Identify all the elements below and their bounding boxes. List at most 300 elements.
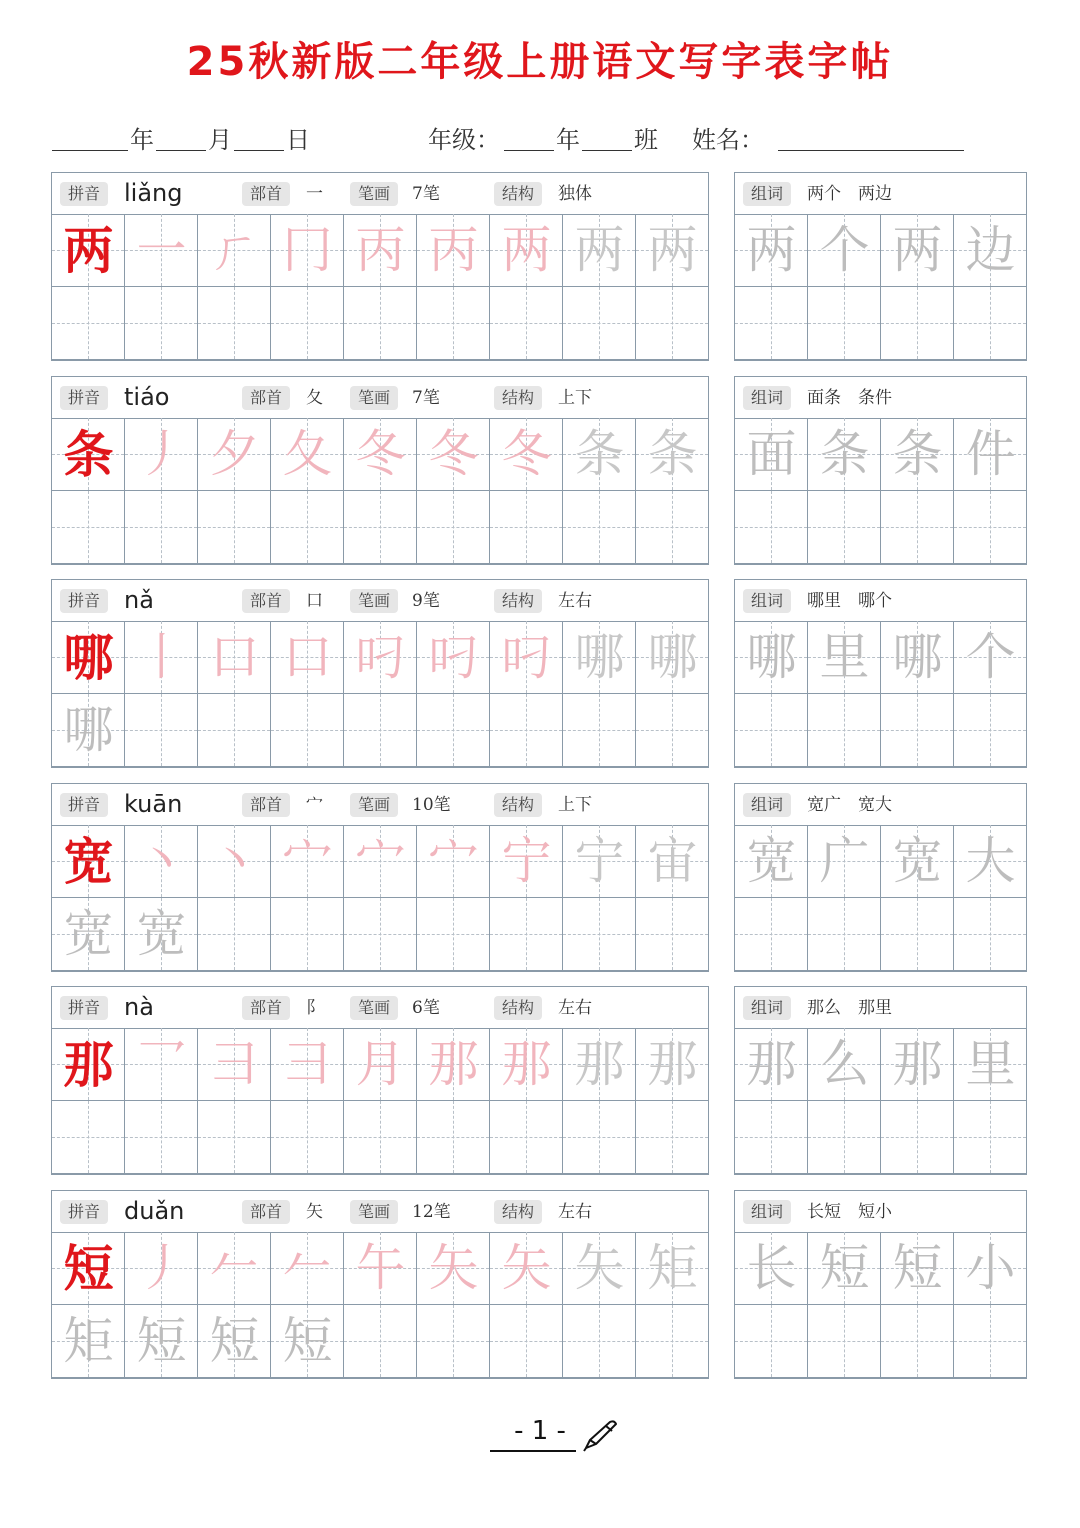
stroke-step: 宀 [355, 832, 406, 890]
writing-cell[interactable] [563, 1305, 636, 1378]
writing-cell[interactable] [344, 825, 417, 898]
writing-cell[interactable] [954, 491, 1027, 564]
character-header [52, 1191, 708, 1233]
writing-cell[interactable] [735, 621, 808, 694]
writing-cell[interactable] [881, 214, 954, 287]
writing-cell[interactable] [417, 825, 490, 898]
writing-cell[interactable] [881, 898, 954, 971]
words-value: 面条 条件 [807, 388, 892, 408]
writing-cell[interactable] [808, 491, 881, 564]
writing-cell[interactable] [735, 287, 808, 360]
radical-label: 部首 [242, 386, 290, 410]
writing-cell[interactable] [490, 1101, 563, 1174]
writing-cell[interactable] [125, 1232, 198, 1305]
writing-cell[interactable] [954, 214, 1027, 287]
writing-cell[interactable] [52, 898, 125, 971]
writing-cell[interactable] [563, 1028, 636, 1101]
writing-cell[interactable] [271, 825, 344, 898]
word-character: 个 [965, 628, 1016, 686]
writing-cell[interactable] [636, 898, 709, 971]
writing-cell[interactable] [954, 694, 1027, 767]
writing-cell[interactable] [636, 694, 709, 767]
writing-cell[interactable] [198, 491, 271, 564]
writing-cell[interactable] [563, 621, 636, 694]
writing-cell[interactable] [198, 1028, 271, 1101]
strokes-value: 9笔 [412, 591, 440, 611]
writing-cell[interactable] [52, 287, 125, 360]
stroke-step: 口 [282, 628, 333, 686]
pinyin-label: 拼音 [60, 182, 108, 206]
stroke-step: 丿 [136, 425, 187, 483]
writing-cell[interactable] [808, 287, 881, 360]
writing-cell[interactable] [881, 1101, 954, 1174]
word-character: 短 [819, 1239, 870, 1297]
writing-cell[interactable] [344, 491, 417, 564]
character-header [52, 580, 708, 622]
writing-cell[interactable] [808, 1028, 881, 1101]
stroke-step: 月 [355, 1035, 406, 1093]
pinyin-label: 拼音 [60, 793, 108, 817]
stroke-step: 宀 [282, 832, 333, 890]
grade-blank[interactable] [504, 120, 554, 151]
trace-character: 短 [136, 1312, 187, 1370]
writing-cell[interactable] [271, 694, 344, 767]
stroke-step: 矢 [574, 1239, 625, 1297]
info-line [52, 120, 1042, 160]
writing-cell[interactable] [636, 1305, 709, 1378]
writing-cell[interactable] [563, 418, 636, 491]
writing-cell[interactable] [881, 621, 954, 694]
pinyin-label: 拼音 [60, 996, 108, 1020]
writing-cell[interactable] [808, 825, 881, 898]
writing-cell[interactable] [490, 1028, 563, 1101]
writing-cell[interactable] [417, 214, 490, 287]
writing-cell[interactable] [490, 287, 563, 360]
writing-cell[interactable] [490, 825, 563, 898]
pinyin-value: duǎn [124, 1197, 185, 1225]
word-character: 哪 [746, 628, 797, 686]
writing-cell[interactable] [808, 694, 881, 767]
structure-value: 左右 [558, 1202, 592, 1222]
stroke-step: 夂 [282, 425, 333, 483]
writing-cell[interactable] [563, 694, 636, 767]
writing-cell[interactable] [808, 898, 881, 971]
structure-label: 结构 [494, 386, 542, 410]
writing-cell[interactable] [636, 1232, 709, 1305]
writing-cell[interactable] [735, 1232, 808, 1305]
writing-cell[interactable] [636, 287, 709, 360]
writing-cell[interactable] [490, 491, 563, 564]
writing-cell[interactable] [125, 1028, 198, 1101]
class-blank[interactable] [582, 120, 632, 151]
writing-cell[interactable] [881, 418, 954, 491]
writing-cell[interactable] [125, 491, 198, 564]
writing-cell[interactable] [881, 1028, 954, 1101]
writing-cell[interactable] [735, 214, 808, 287]
writing-cell[interactable] [808, 621, 881, 694]
stroke-step: 哪 [574, 628, 625, 686]
writing-cell[interactable] [954, 1232, 1027, 1305]
word-header [735, 173, 1026, 215]
writing-cell[interactable] [563, 287, 636, 360]
strokes-label: 笔画 [350, 996, 398, 1020]
word-character: 宽 [892, 832, 943, 890]
writing-cell[interactable] [198, 418, 271, 491]
strokes-label: 笔画 [350, 386, 398, 410]
main-character: 两 [63, 221, 114, 280]
writing-cell[interactable] [271, 491, 344, 564]
stroke-step: 冬 [501, 425, 552, 483]
writing-cell[interactable] [271, 1028, 344, 1101]
writing-cell[interactable] [563, 825, 636, 898]
writing-cell[interactable] [636, 1101, 709, 1174]
structure-value: 上下 [558, 388, 592, 408]
writing-cell[interactable] [735, 825, 808, 898]
stroke-step: 宁 [574, 832, 625, 890]
word-card [734, 986, 1027, 1175]
structure-label: 结构 [494, 589, 542, 613]
word-character: 短 [892, 1239, 943, 1297]
stroke-step: 口 [209, 628, 260, 686]
month-blank[interactable] [156, 120, 206, 151]
writing-cell[interactable] [735, 694, 808, 767]
writing-cell[interactable] [344, 1028, 417, 1101]
writing-cell[interactable] [198, 621, 271, 694]
word-character: 条 [892, 425, 943, 483]
structure-label: 结构 [494, 793, 542, 817]
words-value: 两个 两边 [807, 184, 892, 204]
page-number: - 1 - [514, 1416, 566, 1446]
writing-cell[interactable] [735, 1028, 808, 1101]
pinyin-label: 拼音 [60, 589, 108, 613]
stroke-step: 丙 [428, 221, 479, 279]
writing-cell[interactable] [417, 418, 490, 491]
grade-year-label: 年 [556, 126, 580, 154]
writing-cell[interactable] [808, 1232, 881, 1305]
writing-cell[interactable] [881, 287, 954, 360]
stroke-step: 矩 [647, 1239, 698, 1297]
word-character: 宽 [746, 832, 797, 890]
writing-cell[interactable] [636, 825, 709, 898]
writing-cell[interactable] [881, 694, 954, 767]
character-header [52, 784, 708, 826]
writing-cell[interactable] [417, 1232, 490, 1305]
stroke-step: 宀 [428, 832, 479, 890]
day-blank[interactable] [234, 120, 284, 151]
strokes-value: 10笔 [412, 795, 451, 815]
stroke-step: 宙 [647, 832, 698, 890]
writing-cell[interactable] [125, 1101, 198, 1174]
writing-cell[interactable] [808, 1305, 881, 1378]
writing-cell[interactable] [271, 1101, 344, 1174]
structure-value: 上下 [558, 795, 592, 815]
writing-cell[interactable] [198, 214, 271, 287]
writing-cell[interactable] [735, 898, 808, 971]
word-character: 大 [965, 832, 1016, 890]
radical-value: 阝 [306, 998, 323, 1018]
writing-cell[interactable] [881, 1305, 954, 1378]
stroke-step: 丶 [136, 832, 187, 890]
name-label: 姓名： [692, 126, 764, 154]
writing-cell[interactable] [198, 1101, 271, 1174]
main-character: 条 [63, 425, 114, 484]
words-label: 组词 [743, 996, 791, 1020]
writing-cell[interactable] [198, 1305, 271, 1378]
pinyin-label: 拼音 [60, 1200, 108, 1224]
word-character: 两 [892, 221, 943, 279]
writing-cell[interactable] [881, 491, 954, 564]
writing-cell[interactable] [954, 1101, 1027, 1174]
stroke-step: 午 [355, 1239, 406, 1297]
writing-cell[interactable] [735, 491, 808, 564]
stroke-step: 叼 [355, 628, 406, 686]
strokes-label: 笔画 [350, 182, 398, 206]
word-character: 那 [746, 1035, 797, 1093]
stroke-step: 𠂉 [282, 1239, 333, 1297]
structure-label: 结构 [494, 182, 542, 206]
writing-cell[interactable] [954, 1305, 1027, 1378]
radical-value: 夂 [306, 388, 323, 408]
writing-cell[interactable] [271, 418, 344, 491]
writing-cell[interactable] [198, 825, 271, 898]
writing-cell[interactable] [344, 214, 417, 287]
stroke-step: 那 [647, 1035, 698, 1093]
pinyin-label: 拼音 [60, 386, 108, 410]
writing-cell[interactable] [490, 694, 563, 767]
stroke-step: 两 [501, 221, 552, 279]
writing-cell[interactable] [417, 1305, 490, 1378]
character-card [51, 172, 709, 361]
structure-value: 左右 [558, 591, 592, 611]
writing-cell[interactable] [490, 1305, 563, 1378]
writing-cell[interactable] [417, 287, 490, 360]
writing-cell[interactable] [417, 1101, 490, 1174]
writing-cell[interactable] [198, 694, 271, 767]
structure-value: 左右 [558, 998, 592, 1018]
writing-cell[interactable] [125, 1305, 198, 1378]
writing-cell[interactable] [198, 287, 271, 360]
stroke-step: 彐 [282, 1035, 333, 1093]
class-label: 班 [634, 126, 658, 154]
writing-cell[interactable] [563, 491, 636, 564]
writing-cell[interactable] [954, 898, 1027, 971]
trace-character: 哪 [63, 701, 114, 759]
writing-cell[interactable] [125, 214, 198, 287]
main-character: 短 [63, 1239, 114, 1298]
radical-value: 矢 [306, 1202, 323, 1222]
writing-cell[interactable] [125, 621, 198, 694]
stroke-step: 两 [647, 221, 698, 279]
words-value: 那么 那里 [807, 998, 892, 1018]
word-card [734, 172, 1027, 361]
writing-cell[interactable] [490, 418, 563, 491]
writing-cell[interactable] [417, 694, 490, 767]
words-label: 组词 [743, 386, 791, 410]
writing-cell[interactable] [271, 621, 344, 694]
name-blank[interactable] [778, 120, 964, 151]
words-value: 宽广 宽大 [807, 795, 892, 815]
strokes-label: 笔画 [350, 1200, 398, 1224]
radical-value: 一 [306, 184, 323, 204]
writing-cell[interactable] [52, 214, 125, 287]
pinyin-value: tiáo [124, 383, 170, 411]
writing-cell[interactable] [417, 621, 490, 694]
strokes-value: 6笔 [412, 998, 440, 1018]
writing-cell[interactable] [490, 214, 563, 287]
page-number-underline [490, 1450, 576, 1452]
radical-label: 部首 [242, 182, 290, 206]
word-header [735, 377, 1026, 419]
writing-cell[interactable] [636, 621, 709, 694]
radical-label: 部首 [242, 793, 290, 817]
character-card [51, 376, 709, 565]
writing-cell[interactable] [125, 418, 198, 491]
writing-cell[interactable] [563, 898, 636, 971]
words-label: 组词 [743, 1200, 791, 1224]
writing-cell[interactable] [344, 418, 417, 491]
character-card [51, 783, 709, 972]
stroke-step: 条 [647, 425, 698, 483]
writing-cell[interactable] [198, 1232, 271, 1305]
writing-cell[interactable] [344, 287, 417, 360]
word-header [735, 784, 1026, 826]
writing-cell[interactable] [344, 1305, 417, 1378]
writing-cell[interactable] [954, 287, 1027, 360]
word-character: 件 [965, 425, 1016, 483]
writing-cell[interactable] [344, 1232, 417, 1305]
words-label: 组词 [743, 793, 791, 817]
word-character: 里 [965, 1035, 1016, 1093]
pinyin-value: nà [124, 993, 154, 1021]
word-character: 哪 [892, 628, 943, 686]
year-blank[interactable] [52, 120, 128, 151]
writing-cell[interactable] [563, 214, 636, 287]
stroke-step: 冬 [428, 425, 479, 483]
writing-cell[interactable] [125, 825, 198, 898]
character-card [51, 986, 709, 1175]
radical-label: 部首 [242, 996, 290, 1020]
word-character: 里 [819, 628, 870, 686]
writing-cell[interactable] [344, 1101, 417, 1174]
word-header [735, 580, 1026, 622]
writing-cell[interactable] [417, 491, 490, 564]
words-label: 组词 [743, 182, 791, 206]
word-character: 面 [746, 425, 797, 483]
writing-cell[interactable] [344, 621, 417, 694]
writing-cell[interactable] [417, 1028, 490, 1101]
writing-cell[interactable] [52, 1101, 125, 1174]
writing-cell[interactable] [636, 1028, 709, 1101]
writing-cell[interactable] [881, 1232, 954, 1305]
month-label: 月 [208, 126, 232, 154]
stroke-step: 彐 [209, 1035, 260, 1093]
writing-cell[interactable] [490, 621, 563, 694]
stroke-step: 矢 [428, 1239, 479, 1297]
writing-cell[interactable] [271, 898, 344, 971]
writing-cell[interactable] [52, 825, 125, 898]
writing-cell[interactable] [563, 1232, 636, 1305]
stroke-step: 那 [501, 1035, 552, 1093]
writing-cell[interactable] [636, 214, 709, 287]
trace-character: 宽 [63, 905, 114, 963]
word-card [734, 579, 1027, 768]
writing-cell[interactable] [271, 287, 344, 360]
writing-cell[interactable] [735, 1101, 808, 1174]
character-header [52, 987, 708, 1029]
radical-value: 宀 [306, 795, 323, 815]
pen-icon [580, 1418, 620, 1452]
writing-cell[interactable] [490, 898, 563, 971]
writing-cell[interactable] [735, 418, 808, 491]
word-card [734, 376, 1027, 565]
writing-cell[interactable] [198, 898, 271, 971]
writing-cell[interactable] [636, 491, 709, 564]
writing-cell[interactable] [954, 825, 1027, 898]
trace-character: 矩 [63, 1312, 114, 1370]
word-character: 两 [746, 221, 797, 279]
words-label: 组词 [743, 589, 791, 613]
writing-cell[interactable] [808, 214, 881, 287]
word-character: 那 [892, 1035, 943, 1093]
writing-cell[interactable] [808, 418, 881, 491]
writing-cell[interactable] [52, 418, 125, 491]
writing-cell[interactable] [954, 418, 1027, 491]
writing-cell[interactable] [735, 1305, 808, 1378]
writing-cell[interactable] [344, 694, 417, 767]
grade-label: 年级： [428, 126, 500, 154]
stroke-step: 冂 [282, 221, 333, 279]
writing-cell[interactable] [52, 491, 125, 564]
writing-cell[interactable] [881, 825, 954, 898]
writing-cell[interactable] [808, 1101, 881, 1174]
day-label: 日 [286, 126, 310, 154]
writing-cell[interactable] [417, 898, 490, 971]
radical-label: 部首 [242, 589, 290, 613]
writing-cell[interactable] [271, 1305, 344, 1378]
writing-cell[interactable] [52, 694, 125, 767]
pinyin-value: nǎ [124, 586, 154, 614]
character-card [51, 1190, 709, 1379]
word-character: 边 [965, 221, 1016, 279]
writing-cell[interactable] [125, 694, 198, 767]
word-character: 长 [746, 1239, 797, 1297]
writing-cell[interactable] [636, 418, 709, 491]
writing-cell[interactable] [344, 898, 417, 971]
writing-cell[interactable] [52, 1305, 125, 1378]
strokes-value: 7笔 [412, 184, 440, 204]
writing-cell[interactable] [52, 621, 125, 694]
stroke-step: 矢 [501, 1239, 552, 1297]
writing-cell[interactable] [52, 1232, 125, 1305]
writing-cell[interactable] [954, 621, 1027, 694]
stroke-step: 丨 [136, 628, 187, 686]
writing-cell[interactable] [271, 1232, 344, 1305]
writing-cell[interactable] [490, 1232, 563, 1305]
stroke-step: 条 [574, 425, 625, 483]
writing-cell[interactable] [125, 898, 198, 971]
trace-character: 短 [209, 1312, 260, 1370]
stroke-step: 一 [136, 221, 187, 279]
character-header [52, 173, 708, 215]
writing-cell[interactable] [52, 1028, 125, 1101]
strokes-value: 12笔 [412, 1202, 451, 1222]
writing-cell[interactable] [563, 1101, 636, 1174]
writing-cell[interactable] [954, 1028, 1027, 1101]
writing-cell[interactable] [271, 214, 344, 287]
writing-cell[interactable] [125, 287, 198, 360]
structure-label: 结构 [494, 996, 542, 1020]
character-card [51, 579, 709, 768]
